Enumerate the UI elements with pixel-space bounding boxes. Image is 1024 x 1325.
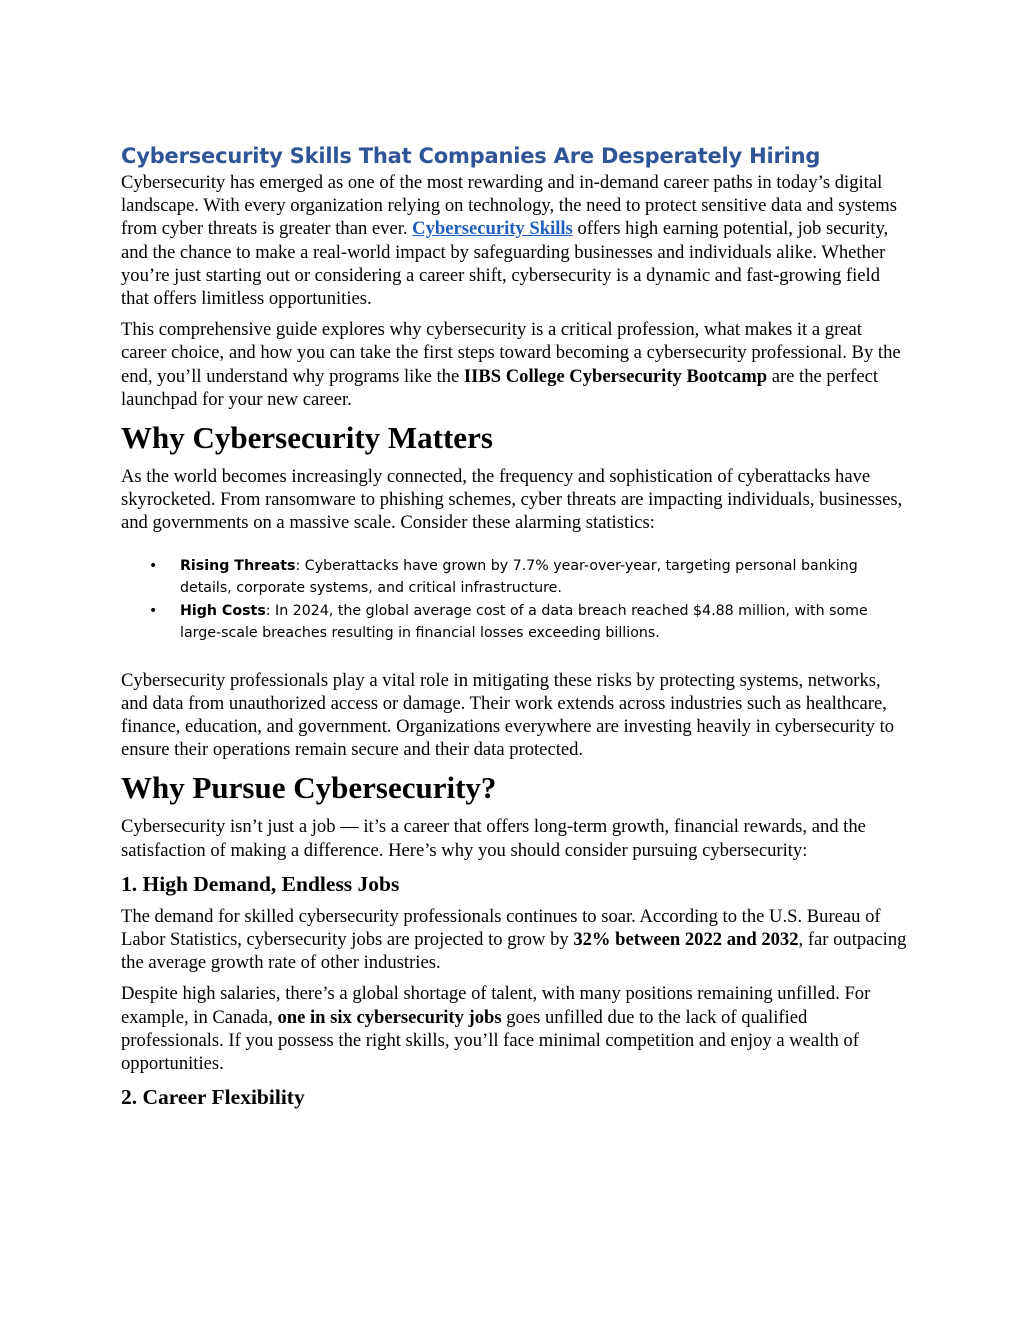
- bullet-icon: •: [149, 557, 158, 574]
- high-demand-p2-start: Despite high salaries, there’s a global shortage of talent, with many positions remaining unfilled. For example, in Canada,: [121, 983, 871, 1028]
- list-item-text: : Cyberattacks have grown by 7.7% year-over-year, targeting personal banking details, corporate systems, and critical infrastructure.: [180, 557, 858, 597]
- document-page: [121, 141, 911, 1118]
- list-item-label: High Costs: [180, 602, 266, 619]
- growth-statistic: 32% between 2022 and 2032: [573, 929, 799, 951]
- intro-p1-text-end: offers high earning potential, job security, and the chance to make a real-world impact by safeguarding businesses and individuals alike. Whether you’re just starting out or considering a career shift, cybersecurity is a dynamic and fast-growing field that offers limitless opportunities.: [121, 218, 889, 310]
- shortage-statistic: one in six cybersecurity jobs: [277, 1006, 502, 1028]
- high-demand-p2-end: goes unfilled due to the lack of qualified professionals. If you possess the right skills, you’ll face minimal competition and enjoy a wealth of opportunities.: [121, 1006, 859, 1075]
- cybersecurity-skills-link[interactable]: Cybersecurity Skills: [412, 218, 573, 240]
- high-demand-p1-end: , far outpacing the average growth rate of other industries.: [121, 929, 907, 974]
- intro-paragraph-1: [121, 171, 911, 310]
- list-item-text: : In 2024, the global average cost of a data breach reached $4.88 million, with some large-scale breaches resulting in financial losses exceeding billions.: [180, 602, 868, 642]
- list-item-label: Rising Threats: [180, 557, 296, 574]
- section1-paragraph-1: As the world becomes increasingly connected, the frequency and sophistication of cyberattacks have skyrocketed. From ransomware to phishing schemes, cyber threats are impacting individuals, businesses, and governments on a massive scale. Consider these alarming statistics:: [121, 466, 903, 534]
- high-demand-p1-start: The demand for skilled cybersecurity professionals continues to soar. According to the U.S. Bureau of Labor Statistics, cybersecurity jobs are projected to grow by: [121, 905, 881, 951]
- intro-p2-text-end: are the perfect launchpad for your new career.: [121, 365, 879, 410]
- intro-p1-text-start: Cybersecurity has emerged as one of the most rewarding and in-demand career paths in today’s digital landscape. With every organization relying on technology, the need to protect sensitive data and systems from cyber threats is greater than ever.: [121, 172, 898, 240]
- section1-paragraph-2: Cybersecurity professionals play a vital role in mitigating these risks by protecting systems, networks, and data from unauthorized access or damage. Their work extends across industries such as healthcare, finance, education, and government. Organizations everywhere are investing heavily in cybersecurity to ensure their operations remain secure and their data protected.: [121, 669, 895, 761]
- list-item: [121, 555, 911, 600]
- statistics-list: [121, 555, 911, 645]
- subheading-career-flexibility: 2. Career Flexibility: [121, 1085, 305, 1110]
- section-heading-why-matters: Why Cybersecurity Matters: [121, 420, 493, 456]
- intro-p2-text-start: This comprehensive guide explores why cybersecurity is a critical profession, what makes it a great career choice, and how you can take the first steps toward becoming a cybersecurity professional. By the end, you’ll understand why programs like the: [121, 319, 901, 387]
- section-heading-why-pursue: Why Pursue Cybersecurity?: [121, 770, 497, 806]
- list-item: [121, 600, 911, 645]
- subheading-high-demand: 1. High Demand, Endless Jobs: [121, 871, 400, 896]
- high-demand-paragraph-2: [121, 982, 911, 1075]
- bootcamp-name: IIBS College Cybersecurity Bootcamp: [463, 365, 768, 387]
- section2-paragraph-1: Cybersecurity isn’t just a job — it’s a career that offers long-term growth, financial rewards, and the satisfaction of making a difference. Here’s why you should consider pursuing cybersecurity:: [121, 816, 866, 861]
- document-title: Cybersecurity Skills That Companies Are Desperately Hiring: [121, 144, 821, 168]
- bullet-icon: •: [149, 602, 158, 619]
- high-demand-paragraph-1: [121, 905, 911, 975]
- intro-paragraph-2: [121, 318, 911, 411]
